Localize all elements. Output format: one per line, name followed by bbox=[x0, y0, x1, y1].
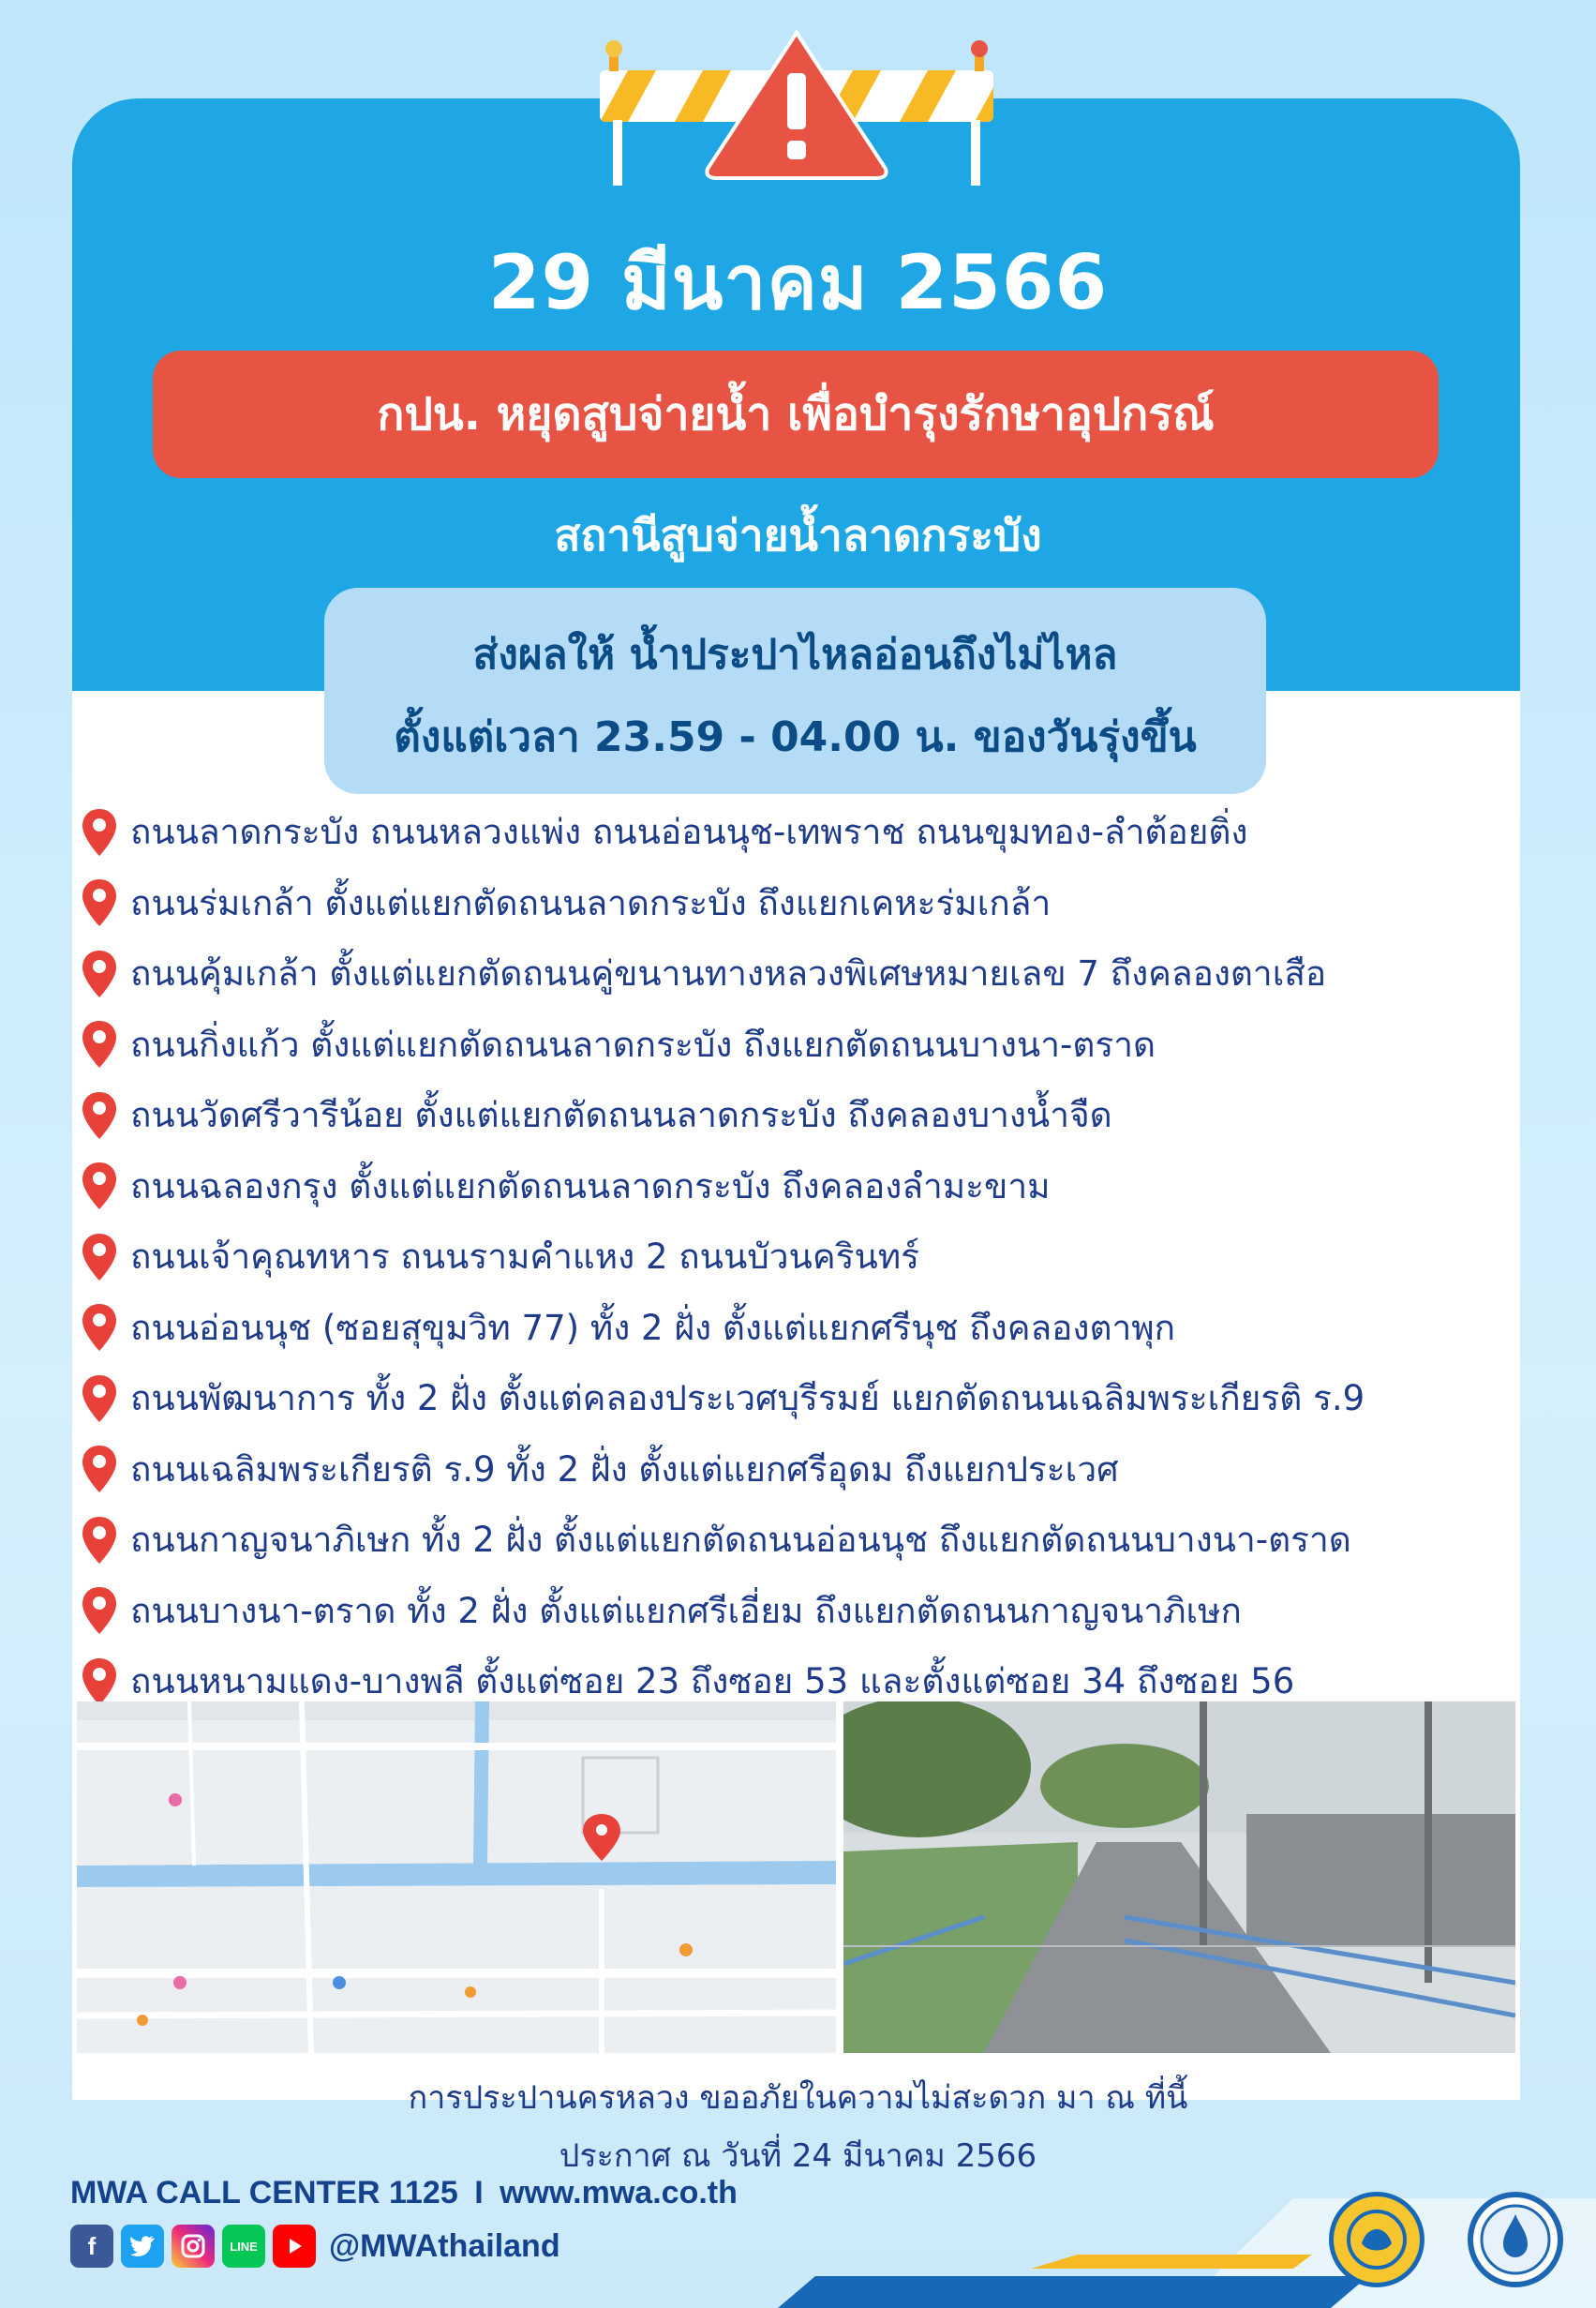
list-item bbox=[80, 868, 1523, 939]
road-text: ถนนเจ้าคุณทหาร ถนนรามคำแหง 2 ถนนบัวนครินทร์ bbox=[130, 1236, 920, 1278]
twitter-icon[interactable] bbox=[121, 2225, 164, 2268]
notice-date: 29 มีนาคม 2566 bbox=[487, 239, 1109, 326]
road-text: ถนนกาญจนาภิเษก ทั้ง 2 ฝั่ง ตั้งแต่แยกตัดถนนอ่อนนุช ถึงแยกตัดถนนบางนา-ตราด bbox=[130, 1520, 1351, 1561]
list-item bbox=[80, 1434, 1523, 1506]
station-location-map bbox=[77, 1701, 836, 2053]
location-pin-icon bbox=[80, 1232, 119, 1282]
service-stop-banner: กปน. หยุดสูบจ่ายน้ำ เพื่อบำรุงรักษาอุปกรณ์ bbox=[153, 351, 1439, 478]
road-text: ถนนลาดกระบัง ถนนหลวงแพ่ง ถนนอ่อนนุช-เทพราช ถนนขุมทอง-ลำต้อยติ่ง bbox=[130, 812, 1248, 853]
website-link[interactable]: www.mwa.co.th bbox=[500, 2175, 738, 2211]
apology-text: การประปานครหลวง ขออภัยในความไม่สะดวก มา ณ ที่นี้ bbox=[408, 2079, 1188, 2117]
effect-line-2: ตั้งแต่เวลา 23.59 - 04.00 น. ของวันรุ่งขึ้น bbox=[394, 713, 1197, 761]
social-links bbox=[70, 2225, 560, 2268]
list-item bbox=[80, 1576, 1523, 1647]
road-text: ถนนฉลองกรุง ตั้งแต่แยกตัดถนนลาดกระบัง ถึงคลองลำมะขาม bbox=[130, 1165, 1051, 1206]
location-pin-icon bbox=[80, 877, 119, 928]
list-item bbox=[80, 1010, 1523, 1081]
list-item bbox=[80, 938, 1523, 1010]
list-item bbox=[80, 1363, 1523, 1434]
location-pin-icon bbox=[80, 1373, 119, 1424]
list-item bbox=[80, 797, 1523, 868]
effect-box bbox=[324, 588, 1266, 794]
line-icon[interactable]: LINE bbox=[222, 2225, 265, 2268]
location-pin-icon bbox=[80, 1090, 119, 1141]
youtube-icon[interactable] bbox=[273, 2225, 316, 2268]
facebook-icon[interactable]: f bbox=[70, 2225, 113, 2268]
social-handle[interactable]: @MWAthailand bbox=[329, 2227, 560, 2264]
location-pin-icon bbox=[80, 1019, 119, 1070]
location-pin-icon bbox=[80, 1161, 119, 1211]
location-pin-icon bbox=[80, 949, 119, 999]
road-text: ถนนกิ่งแก้ว ตั้งแต่แยกตัดถนนลาดกระบัง ถึงแยกตัดถนนบางนา-ตราด bbox=[130, 1024, 1156, 1065]
separator: I bbox=[474, 2175, 484, 2211]
station-name: สถานีสูบจ่ายน้ำลาดกระบัง bbox=[554, 510, 1042, 561]
road-text: ถนนบางนา-ตราด ทั้ง 2 ฝั่ง ตั้งแต่แยกศรีเอี่ยม ถึงแยกตัดถนนกาญจนาภิเษก bbox=[130, 1590, 1242, 1631]
call-center: MWA CALL CENTER 1125 bbox=[70, 2175, 458, 2211]
effect-line-1: ส่งผลให้ น้ำประปาไหลอ่อนถึงไม่ไหล bbox=[472, 631, 1118, 679]
location-pin-icon bbox=[80, 1585, 119, 1636]
announcement-date: ประกาศ ณ วันที่ 24 มีนาคม 2566 bbox=[559, 2137, 1037, 2175]
mwa-logo bbox=[1468, 2192, 1563, 2287]
road-text: ถนนหนามแดง-บางพลี ตั้งแต่ซอย 23 ถึงซอย 53 และตั้งแต่ซอย 34 ถึงซอย 56 bbox=[130, 1661, 1295, 1702]
station-street-photo bbox=[843, 1701, 1515, 2053]
road-text: ถนนร่มเกล้า ตั้งแต่แยกตัดถนนลาดกระบัง ถึงแยกเคหะร่มเกล้า bbox=[130, 882, 1052, 923]
list-item bbox=[80, 1505, 1523, 1576]
location-pin-icon bbox=[80, 1515, 119, 1566]
road-text: ถนนอ่อนนุช (ซอยสุขุมวิท 77) ทั้ง 2 ฝั่ง ตั้งแต่แยกศรีนุช ถึงคลองตาพุก bbox=[130, 1307, 1176, 1348]
list-item bbox=[80, 1151, 1523, 1222]
list-item bbox=[80, 1221, 1523, 1293]
location-pin-icon bbox=[80, 807, 119, 858]
instagram-icon[interactable] bbox=[172, 2225, 215, 2268]
road-text: ถนนเฉลิมพระเกียรติ ร.9 ทั้ง 2 ฝั่ง ตั้งแต่แยกศรีอุดม ถึงแยกประเวศ bbox=[130, 1448, 1119, 1490]
road-text: ถนนคุ้มเกล้า ตั้งแต่แยกตัดถนนคู่ขนานทางหลวงพิเศษหมายเลข 7 ถึงคลองตาเสือ bbox=[130, 953, 1327, 995]
location-pin-icon bbox=[80, 1444, 119, 1494]
location-pin-icon bbox=[80, 1302, 119, 1353]
list-item bbox=[80, 1293, 1523, 1364]
call-center-line bbox=[70, 2175, 738, 2211]
affected-roads-list bbox=[80, 797, 1523, 1717]
road-text: ถนนวัดศรีวารีน้อย ตั้งแต่แยกตัดถนนลาดกระบัง ถึงคลองบางน้ำจืด bbox=[130, 1095, 1112, 1136]
road-text: ถนนพัฒนาการ ทั้ง 2 ฝั่ง ตั้งแต่คลองประเวศบุรีรมย์ แยกตัดถนนเฉลิมพระเกียรติ ร.9 bbox=[130, 1378, 1365, 1419]
warning-barrier-icon bbox=[590, 28, 1003, 187]
royal-emblem-logo bbox=[1329, 2192, 1424, 2287]
list-item bbox=[80, 1080, 1523, 1151]
location-pin-icon bbox=[80, 1656, 119, 1707]
